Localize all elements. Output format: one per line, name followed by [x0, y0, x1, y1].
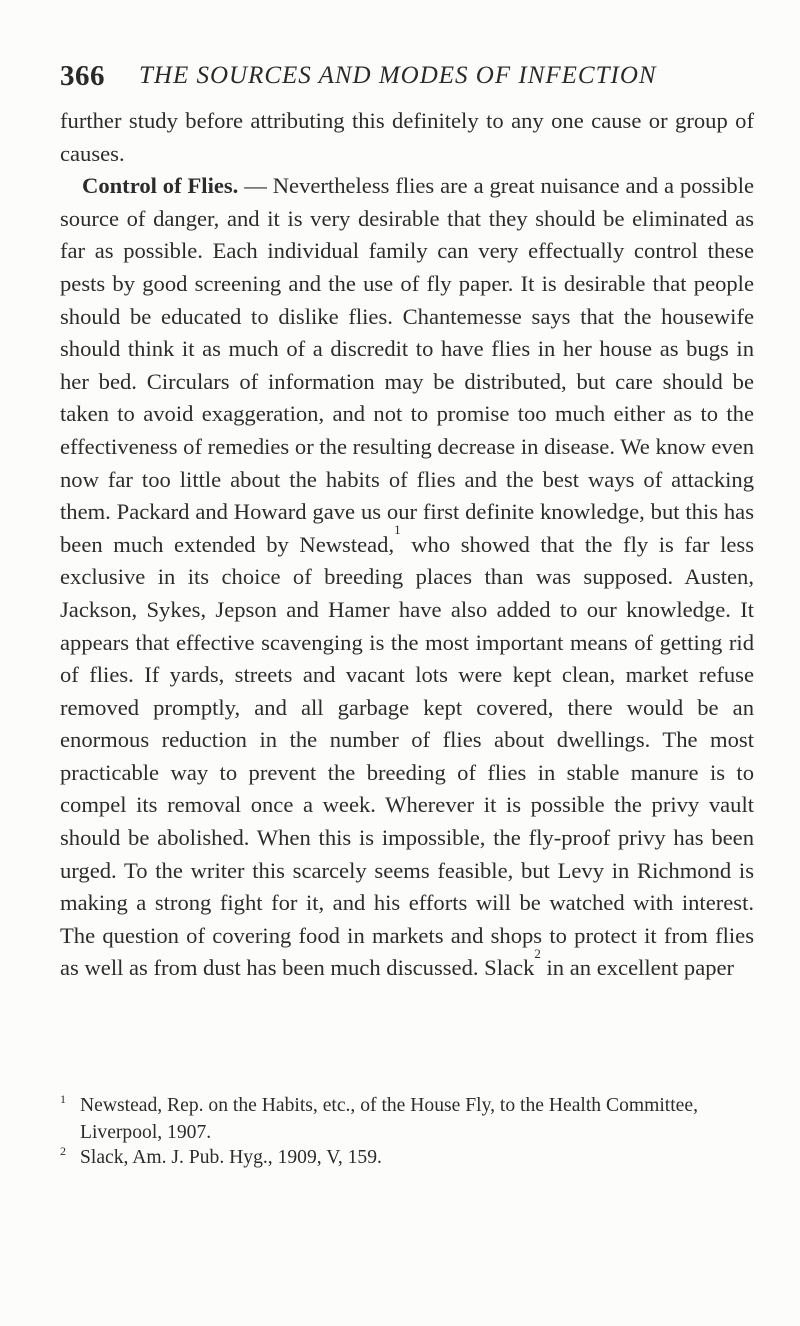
running-title: THE SOURCES AND MODES OF INFECTION [139, 62, 657, 89]
footnote-text: Slack, Am. J. Pub. Hyg., 1909, V, 159. [80, 1147, 382, 1168]
section-heading: Control of Flies. [82, 173, 239, 199]
footnote-reference-1: 1 [394, 522, 401, 538]
paragraph-text-part-3: in an excellent paper [540, 955, 735, 981]
footnote-2 [60, 1145, 754, 1172]
footnote-1 [60, 1093, 754, 1145]
footnote-marker: 2 [60, 1144, 66, 1158]
page-header [60, 60, 750, 100]
footnotes [60, 1093, 754, 1172]
paragraph-text-part-2: who showed that the fly is far less exclusive in its choice of breeding places than was supposed. Austen, Jackson, Sykes, Jepson and Hamer have also added to our knowledge. It appears that effective scavenging is the most important means of getting rid of flies. If yards, streets and vacant lots were kept clean, market refuse removed promptly, and all garbage kept covered, there would be an enormous reduction in the number of flies about dwellings. The most practicable way to prevent the breeding of flies in stable manure is to compel its removal once a week. Wherever it is possible the privy vault should be abolished. When this is impossible, the fly-proof privy has been urged. To the writer this scarcely seems feasible, but Levy in Richmond is making a strong fight for it, and his efforts will be watched with interest. The question of covering food in markets and shops to protect it from flies as well as from dust has been much discussed. Slack [60, 531, 754, 981]
paragraph-text-part-1: — Nevertheless flies are a great nuisance and a possible source of danger, and it is very desirable that they should be eliminated as far as possible. Each individual family can very effectually control these pests by good screening and the use of fly paper. It is desirable that people should be educated to dislike flies. Chantemesse says that the housewife should think it as much of a discredit to have flies in her house as bugs in her bed. Circulars of information may be distributed, but care should be taken to avoid exaggeration, and not to promise too much either as to the effectiveness of remedies or the resulting decrease in disease. We know even now far too little about the habits of flies and the best ways of attacking them. Packard and Howard gave us our first definite knowledge, but this has been much extended by Newstead, [60, 173, 754, 557]
footnote-text: Newstead, Rep. on the Habits, etc., of the House Fly, to the Health Committee, Liverpool, 1907. [80, 1095, 698, 1143]
paragraph-continuation: further study before attributing this definitely to any one cause or group of causes. [60, 108, 754, 166]
footnote-reference-2: 2 [534, 945, 541, 961]
page-number: 366 [60, 60, 105, 92]
main-text [60, 105, 754, 985]
paragraph-control-of-flies [60, 170, 754, 985]
footnote-marker: 1 [60, 1092, 66, 1106]
